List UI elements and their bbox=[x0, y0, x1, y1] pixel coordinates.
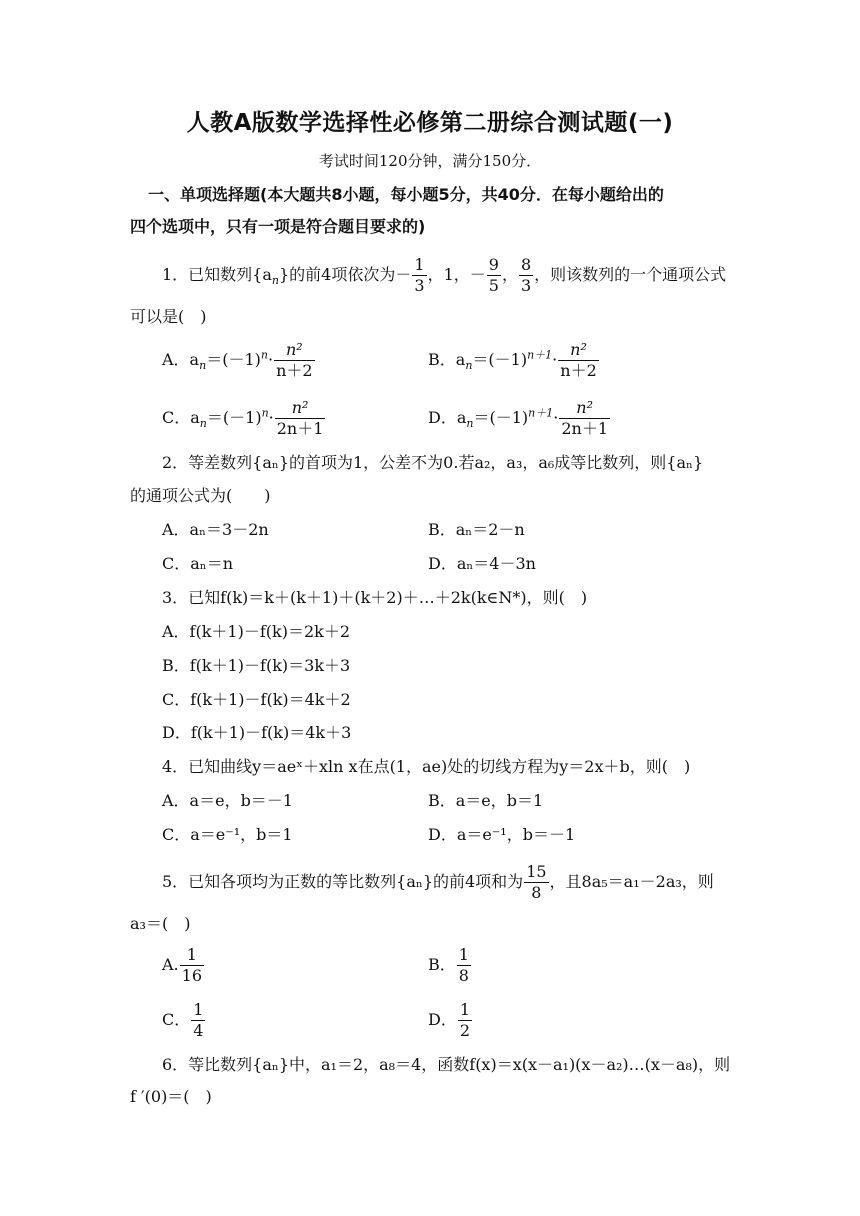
question-5-stem: 5．已知各项均为正数的等比数列{aₙ}的前4项和为 $\frac{15}{8}$ ，且8a₅＝a₁－2a₃，则 bbox=[162, 862, 714, 902]
q4-option-a: A．a＝e，b＝－1 bbox=[162, 791, 293, 810]
page-title: 人教A版数学选择性必修第二册综合测试题(一) bbox=[186, 110, 674, 136]
section-heading: 一、单项选择题(本大题共8小题，每小题5分，共40分．在每小题给出的 bbox=[148, 185, 664, 204]
section-heading-cont: 四个选项中，只有一项是符合题目要求的) bbox=[130, 217, 426, 236]
question-1-stem: 1．已知数列$\{a_n\}$的前4项依次为－ $\frac{1}{3}$ ，1，－ $\frac{9}{5}$ ， $\frac{8}{3}$ ，则该数列的一个通项公式 bbox=[162, 255, 727, 295]
fraction: $\frac{1}{3}$ bbox=[414, 255, 425, 295]
q1-option-b: B．$a_n=(-1)^{n+1}\cdot$ $\frac{\text{n²}}{n+2}$ bbox=[428, 340, 597, 380]
q4-option-d: D．a＝e⁻¹，b＝－1 bbox=[428, 825, 576, 844]
question-6-stem-cont: f ′(0)＝( ) bbox=[130, 1087, 212, 1106]
q4-option-b: B．a＝e，b＝1 bbox=[428, 791, 544, 810]
question-3-stem: 3．已知f(k)＝k＋(k＋1)＋(k＋2)＋…＋2k(k∈N*)，则( ) bbox=[162, 588, 588, 607]
fraction: $\frac{15}{8}$ bbox=[526, 862, 547, 902]
q3-option-c: C．f(k＋1)－f(k)＝4k＋2 bbox=[162, 690, 351, 709]
q5-option-c: C． $\frac{1}{4}$ bbox=[162, 1000, 204, 1040]
q5-option-b: B． $\frac{1}{8}$ bbox=[428, 945, 469, 985]
q2-option-a: A．aₙ＝3－2n bbox=[162, 520, 269, 539]
q1-option-c: C．$a_n=(-1)^n\cdot$ $\frac{\text{n²}}{2n+1}$ bbox=[162, 398, 324, 438]
q3-option-d: D．f(k＋1)－f(k)＝4k＋3 bbox=[162, 723, 352, 742]
question-4-stem: 4．已知曲线y＝aeˣ＋xln x在点(1，ae)处的切线方程为y＝2x＋b，则( ) bbox=[162, 757, 691, 776]
q4-option-c: C．a＝e⁻¹，b＝1 bbox=[162, 825, 293, 844]
q1-option-d: D．$a_n=(-1)^{n+1}\cdot$ $\frac{\text{n²}}{2n+1}$ bbox=[428, 398, 608, 438]
fraction: $\frac{8}{3}$ bbox=[520, 255, 532, 295]
q2-option-b: B．aₙ＝2－n bbox=[428, 520, 525, 539]
fraction: $\frac{9}{5}$ bbox=[488, 255, 499, 295]
q3-option-b: B．f(k＋1)－f(k)＝3k＋3 bbox=[162, 656, 351, 675]
question-2-stem: 2．等差数列{aₙ}的首项为1，公差不为0.若a₂，a₃，a₆成等比数列，则{aₙ} bbox=[162, 453, 704, 472]
question-2-stem-cont: 的通项公式为( ) bbox=[130, 486, 271, 505]
q3-option-a: A．f(k＋1)－f(k)＝2k＋2 bbox=[162, 622, 350, 641]
q1-option-a: A．$a_n=(-1)^n\cdot$ $\frac{\text{n²}}{n+2}$ bbox=[162, 340, 313, 380]
q5-option-a: A. $\frac{1}{16}$ bbox=[162, 945, 202, 985]
q5-option-d: D． $\frac{1}{2}$ bbox=[428, 1000, 471, 1040]
question-5-stem-cont: a₃＝( ) bbox=[130, 914, 191, 933]
question-6-stem: 6．等比数列{aₙ}中，a₁＝2，a₈＝4，函数f(x)＝x(x－a₁)(x－a₂)…(x－a₈)，则 bbox=[162, 1055, 731, 1074]
question-1-stem-cont: 可以是( ) bbox=[130, 307, 207, 326]
exam-info: 考试时间120分钟，满分150分． bbox=[318, 152, 542, 170]
q2-option-c: C．aₙ＝n bbox=[162, 554, 234, 573]
q2-option-d: D．aₙ＝4－3n bbox=[428, 554, 536, 573]
